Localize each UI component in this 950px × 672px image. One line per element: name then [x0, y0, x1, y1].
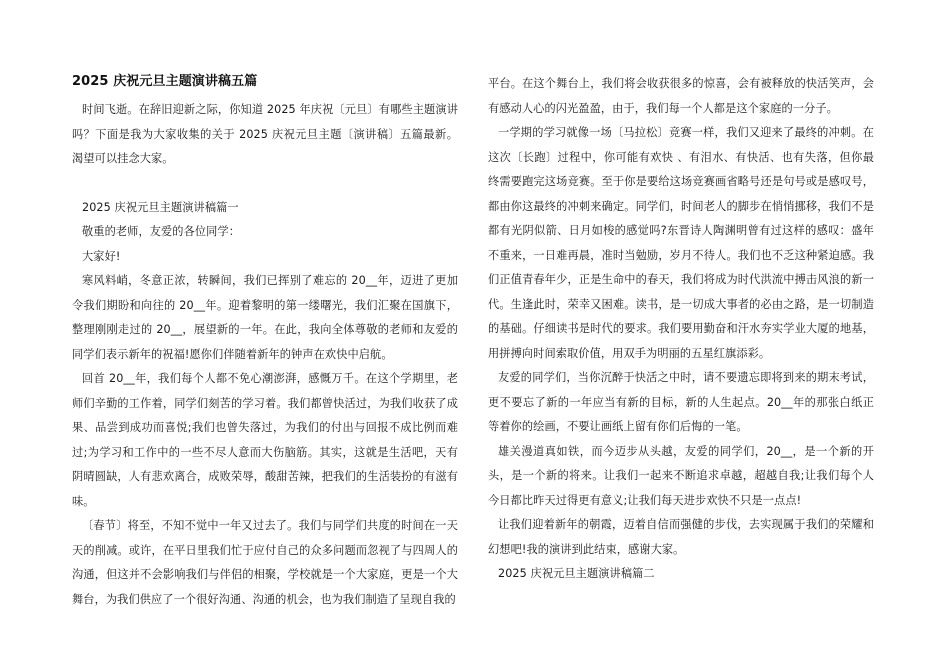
body-paragraph: 回首 20__年，我们每个人都不免心潮澎湃，感慨万千。在这个学期里，老师们辛勤的工作着，同学们刻苦的学习着。我们都曾快活过，为我们收获了成果、品尝到成功而喜悦;我们也曾失落过，为我们的付出与回报不成比例而难过;为学习和工作中的一些不尽人意而大伤脑筋。其实，这就是生活吧，天有阴晴圆缺，人有悲欢离合，成败荣辱，酸甜苦辣，把我们的生活装扮的有滋有味。 — [72, 372, 458, 508]
body-paragraph: 寒风料峭，冬意正浓，转瞬间，我们已挥别了难忘的 20__年，迈进了更加令我们期盼和向往的 20__年。迎着黎明的第一缕曙光，我们汇聚在国旗下，整理刚刚走过的 20__，展望新的一年。在此，我向全体尊敬的老师和友爱的同学们表示新年的祝福!愿你们伴随着新年的钟声在欢快中启航。 — [72, 274, 458, 361]
closing-paragraph: 让我们迎着新年的朝霞，迈着自信而强健的步伐，去实现属于我们的荣耀和幻想吧!我的演讲到此结束，感谢大家。 — [488, 518, 874, 556]
body-paragraph-continued: 平台。在这个舞台上，我们将会收获很多的惊喜，会有被释放的快活笑声，会有感动人心的闪光盈盈，由于，我们每一个人都是这个家庭的一分子。 — [488, 77, 874, 115]
right-column — [488, 72, 874, 587]
left-column — [72, 72, 458, 612]
body-paragraph: 友爱的同学们，当你沉醉于快活之中时，请不要遗忘即将到来的期末考试，更不要忘了新的一年应当有新的目标，新的人生起点。20__年的那张白纸正等着你的绘画，不要让画纸上留有你们后悔的一笔。 — [488, 371, 874, 433]
salutation: 敬重的老师，友爱的各位同学： — [82, 225, 241, 238]
intro-paragraph: 时间飞逝。在辞旧迎新之际，你知道 2025 年庆祝〔元旦〕有哪些主题演讲吗？下面是我为大家收集的关于 2025 庆祝元旦主题〔演讲稿〕五篇最新。渴望可以挂念大家。 — [72, 103, 458, 165]
section-1-heading: 2025 庆祝元旦主题演讲稿篇一 — [82, 200, 239, 214]
document-title: 2025 庆祝元旦主题演讲稿五篇 — [72, 74, 258, 89]
section-2-heading: 2025 庆祝元旦主题演讲稿篇二 — [498, 567, 655, 580]
body-paragraph: 雄关漫道真如铁，而今迈步从头越，友爱的同学们，20__，是一个新的开头，是一个新的将来。让我们一起来不断追求卓越，超越自我;让我们每个人今日都比昨天过得更有意义;让我们每天进步欢快不只是一点点! — [488, 444, 874, 507]
body-paragraph: 一学期的学习就像一场〔马拉松〕竞赛一样，我们又迎来了最终的冲刺。在这次〔长跑〕过程中，你可能有欢快 、有泪水、有快活、也有失落，但你最终需要跑完这场竞赛。至于你是要给这场竞赛画省略号还是句号或是感叹号，都由你这最终的冲刺来确定。同学们，时间老人的脚步在悄悄挪移，我们不是都有光阴似箭、日月如梭的感觉吗?东晋诗人陶渊明曾有过这样的感叹：盛年不重来，一日难再晨，准时当勉励，岁月不待人。我们也不乏这种紧迫感。我们正值青春年少，正是生命中的春天，我们将成为时代洪流中搏击风浪的新一代。生逢此时，荣幸又困难。读书，是一切成大事者的必由之路，是一切制造的基础。仔细读书是时代的要求。我们要用勤奋和汗水夯实学业大厦的地基，用拼搏向时间索取价值，用双手为明丽的五星红旗添彩。 — [488, 126, 874, 360]
body-paragraph: 〔春节〕将至，不知不觉中一年又过去了。我们与同学们共度的时间在一天天的削减。或许，在平日里我们忙于应付自己的众多问题而忽视了与四周人的沟通，但这并不会影响我们与伴侣的相聚，学校就是一个大家庭，更是一个大舞台，为我们供应了一个很好沟通、沟通的机会，也为我们制造了呈现自我的 — [72, 519, 458, 606]
greeting: 大家好! — [82, 249, 121, 263]
